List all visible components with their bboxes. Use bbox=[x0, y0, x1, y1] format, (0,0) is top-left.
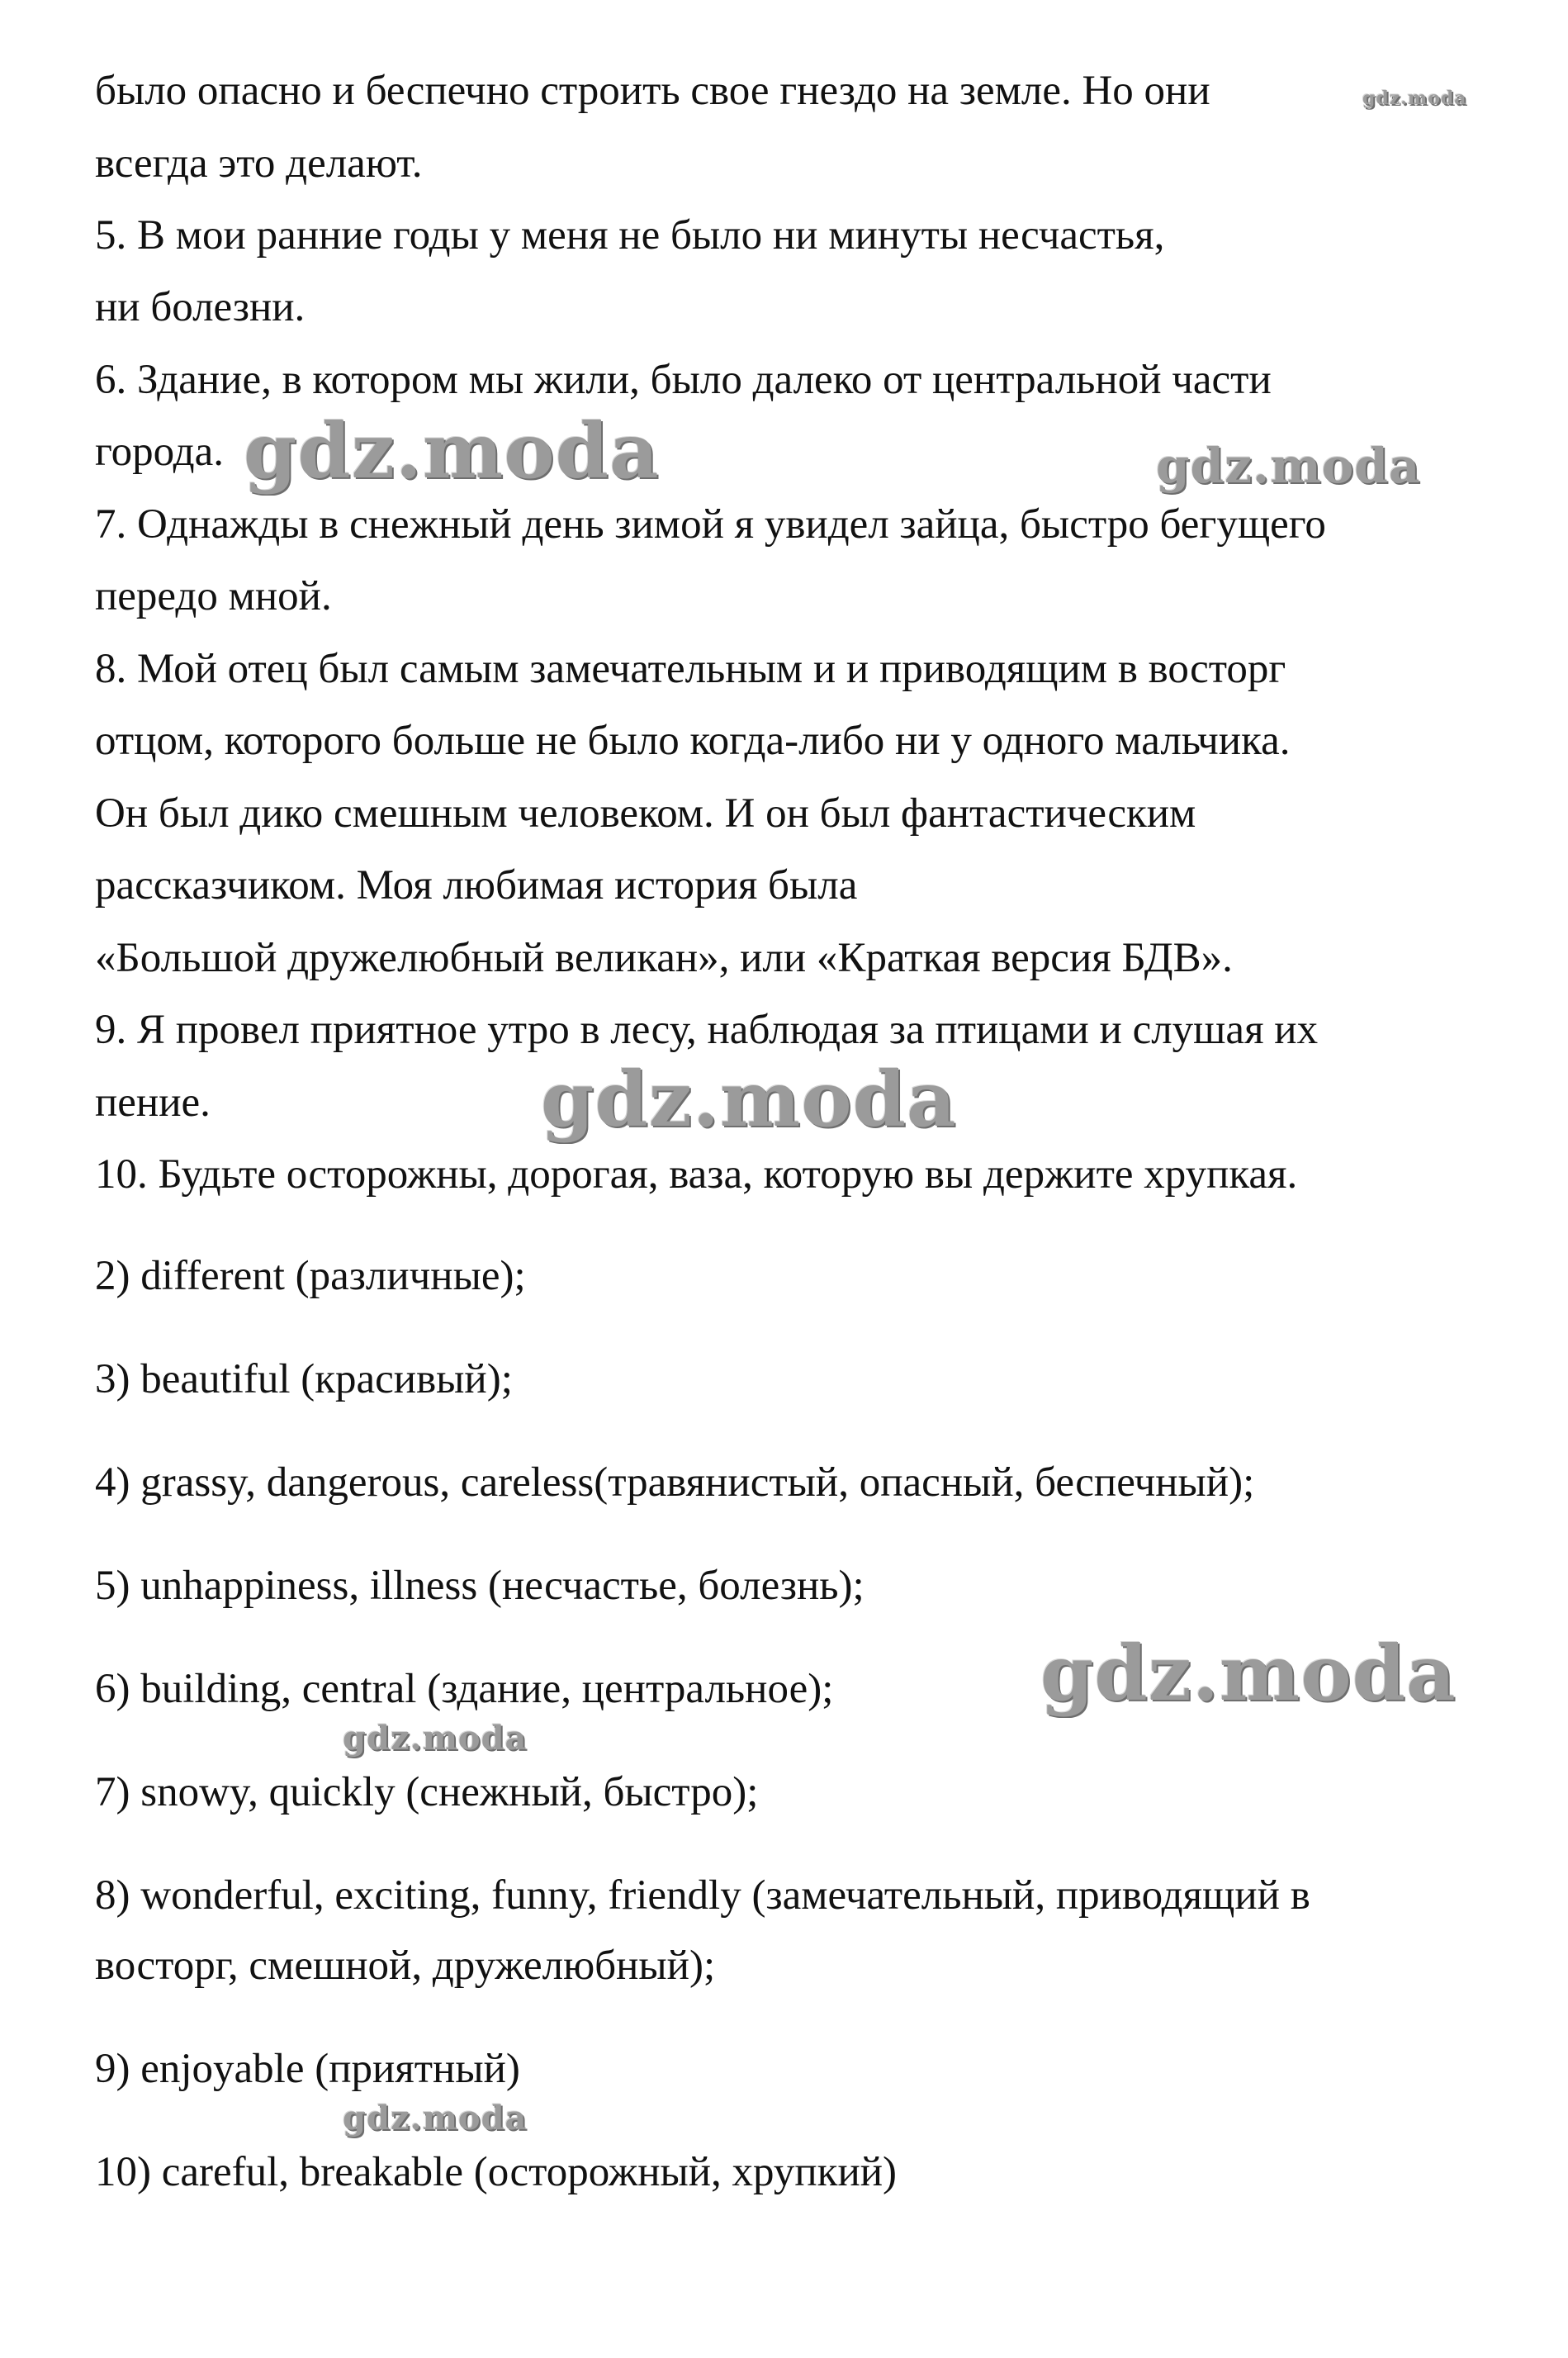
text-line-7: 7. Однажды в снежный день зимой я увидел зайца, быстро бегущего bbox=[95, 501, 1326, 548]
watermark: gdz.moda bbox=[1040, 1629, 1457, 1718]
answer-line-7: 7) snowy, quickly (снежный, быстро); bbox=[95, 1769, 759, 1815]
answer-line-3: 3) beautiful (красивый); bbox=[95, 1356, 513, 1402]
watermark: gdz.moda bbox=[343, 1719, 528, 1758]
text-line-2: всегда это делают. bbox=[95, 140, 423, 187]
answer-line-4: 4) grassy, dangerous, careless(травянистый, опасный, беспечный); bbox=[95, 1459, 1255, 1506]
text-line-4: ни болезни. bbox=[95, 284, 306, 330]
text-line-12: рассказчиком. Моя любимая история была bbox=[95, 862, 858, 909]
text-line-16: 10. Будьте осторожны, дорогая, ваза, которую вы держите хрупкая. bbox=[95, 1151, 1298, 1198]
answer-line-8b: восторг, смешной, дружелюбный); bbox=[95, 1943, 716, 1989]
text-line-13: «Большой дружелюбный великан», или «Краткая версия БДВ». bbox=[95, 935, 1233, 981]
text-line-6: города. bbox=[95, 429, 225, 475]
watermark: gdz.moda bbox=[343, 2099, 528, 2137]
watermark: gdz.moda bbox=[1156, 438, 1421, 494]
text-line-14: 9. Я провел приятное утро в лесу, наблюдая за птицами и слушая их bbox=[95, 1007, 1319, 1053]
text-line-15: пение. bbox=[95, 1079, 211, 1126]
text-line-1: было опасно и беспечно строить свое гнездо на земле. Но они bbox=[95, 68, 1210, 114]
text-line-3: 5. В мои ранние годы у меня не было ни минуты несчастья, bbox=[95, 212, 1165, 259]
text-line-11: Он был дико смешным человеком. И он был фантастическим bbox=[95, 790, 1196, 837]
answer-line-2: 2) different (различные); bbox=[95, 1253, 526, 1299]
watermark: gdz.moda bbox=[1362, 88, 1467, 109]
text-line-8: передо мной. bbox=[95, 573, 332, 619]
answer-line-6: 6) building, central (здание, центральное); bbox=[95, 1666, 834, 1712]
answer-line-9: 9) enjoyable (приятный) bbox=[95, 2046, 520, 2092]
answer-line-8a: 8) wonderful, exciting, funny, friendly (замечательный, приводящий в bbox=[95, 1872, 1310, 1919]
text-line-5: 6. Здание, в котором мы жили, было далеко от центральной части bbox=[95, 357, 1272, 403]
answer-line-5: 5) unhappiness, illness (несчастье, болезнь); bbox=[95, 1563, 865, 1609]
answer-line-10: 10) careful, breakable (осторожный, хрупкий) bbox=[95, 2149, 898, 2195]
text-line-10: отцом, которого больше не было когда-либо ни у одного мальчика. bbox=[95, 718, 1291, 764]
watermark: gdz.moda bbox=[541, 1055, 957, 1144]
text-line-9: 8. Мой отец был самым замечательным и и приводящим в восторг bbox=[95, 646, 1286, 692]
watermark: gdz.moda bbox=[244, 406, 660, 496]
